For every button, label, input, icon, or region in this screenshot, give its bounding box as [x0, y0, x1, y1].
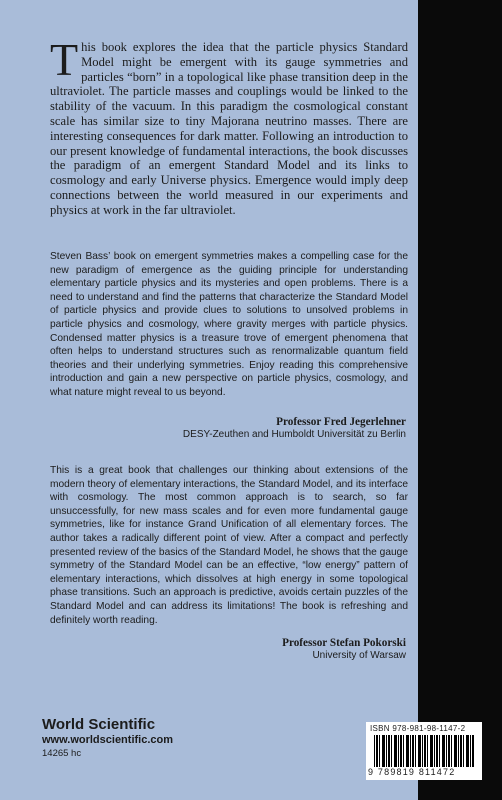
description-text: his book explores the idea that the particle physics Standard Model might be emergent with its gauge symmetries and particles “born” in a topological like phase transition deep in the ultraviolet. The particle masses and couplings would be linked to the stability of the vacuum. In this paradigm the cosmological constant scale has similar size to tiny Majorana neutrino masses. There are interesting consequences for dark matter. Following an introduction to our present knowledge of fundamental interactions, the book discusses the paradigm of an emergent Standard Model and its links to cosmology and early Universe physics. Emergence would imply deep connections between the world measured in our experiments and physics at work in the far ultraviolet. [50, 40, 408, 217]
publisher-name: World Scientific [42, 716, 156, 733]
publisher-code: 14265 hc [42, 748, 82, 759]
endorsement-2-text: This is a great book that challenges our thinking about extensions of the modern theory of elementary interactions, the Standard Model, and its interface with cosmology. The most common approach is to search, so far unsuccessfully, for new mass scales and for even more fundamental gauge symmetries, like for instance Grand Unification of all elementary forces. The author takes a radically different point of view. After a compact and perfectly presented review of the basics of the Standard Model, he shows that the gauge symmetry of the Standard Model can be an effective, “low energy” pattern of elementary interactions, which dissolves at high energy in some topological phase transitions. Such an approach is predictive, avoids certain puzzles of the Standard Model and can address its limitations! The book is refreshing and definitely worth reading. [50, 465, 408, 626]
endorsement-1-author: Professor Fred Jegerlehner [276, 416, 406, 428]
isbn-label: ISBN 978-981-98-1147-2 [370, 724, 466, 733]
publisher-url: www.worldscientific.com [42, 734, 174, 746]
barcode-bars [374, 735, 474, 767]
endorsement-1-affiliation: DESY-Zeuthen and Humboldt Universität zu Berlin [182, 429, 406, 440]
endorsement-2-attribution [282, 637, 406, 662]
endorsement-1-text: Steven Bass’ book on emergent symmetries makes a compelling case for the new paradigm of emergence as the guiding principle for understanding elementary particle physics and its mysteries and open problems. There is a need to understand and find the patterns that characterize the Standard Model of particle physics and provide clues to solutions to unsolved problems in particle physics and cosmology, where gravity merges with particle physics. Condensed matter physics is a treasure trove of emergent phenomena that often helps to understand structures such as renormalizable quantum field theories and their underlying symmetries. Enjoy reading this comprehensive introduction and gain a new perspective on particle physics, cosmology, and what nature might reveal to us beyond. [50, 251, 408, 398]
endorsement-2-author: Professor Stefan Pokorski [282, 637, 406, 649]
publisher-block [42, 716, 173, 760]
isbn-barcode [366, 722, 482, 780]
drop-cap: T [50, 34, 79, 85]
endorsement-1-attribution [183, 416, 406, 441]
endorsement-2-affiliation: University of Warsaw [312, 650, 406, 661]
book-description [50, 34, 408, 218]
isbn-digits: 9 789819 811472 [368, 767, 480, 778]
spine-band [418, 0, 502, 800]
